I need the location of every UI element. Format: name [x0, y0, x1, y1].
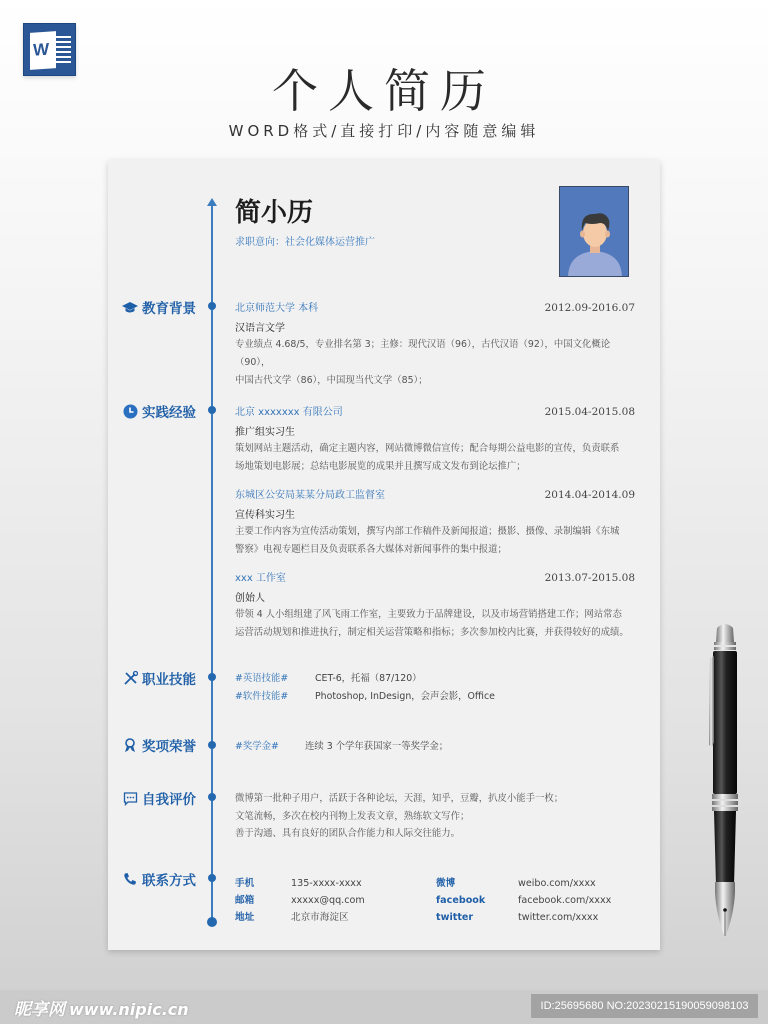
section-title: 自我评价: [142, 792, 196, 808]
skill-value: Photoshop, InDesign，会声会影，Office: [315, 691, 495, 702]
section-contact-label: [122, 869, 196, 889]
section-education-label: [122, 297, 196, 317]
timeline-end-dot: [207, 917, 217, 927]
award-value: 连续 3 个学年获国家一等奖学金；: [305, 741, 449, 752]
contact-row: [235, 909, 615, 926]
section-title: 联系方式: [142, 873, 196, 889]
contact-value: 135-xxxx-xxxx: [291, 878, 362, 889]
skill-tag: #英语技能#: [235, 673, 289, 684]
award-ribbon-icon: [122, 737, 138, 753]
timeline-dot: [208, 793, 216, 801]
contact-value: facebook.com/xxxx: [518, 895, 612, 906]
experience-desc: 带领 4 人小组组建了风飞雨工作室，主要致力于品牌建设，以及市场营销搭建工作；网站常态 运营活动规划和推进执行，制定相关运营策略和指标；多次参加校内比赛，并获得较好的成绩。: [235, 609, 629, 638]
chat-bubble-icon: [122, 790, 138, 806]
job-role: 推广组实习生: [235, 427, 295, 438]
experience-date: 2014.04-2014.09: [544, 489, 635, 501]
job-intent: 求职意向：社会化媒体运营推广: [235, 237, 375, 248]
clock-icon: [122, 403, 138, 419]
timeline-line: [211, 204, 213, 922]
company-name: 北京 xxxxxxx 有限公司: [235, 407, 343, 418]
contact-label: twitter: [436, 912, 474, 923]
candidate-name: 简小历: [235, 198, 314, 228]
section-title: 职业技能: [142, 672, 196, 688]
watermark-brand: [14, 995, 189, 1020]
award-row: [235, 738, 635, 756]
skill-row: [235, 688, 635, 706]
section-self-eval-label: [122, 788, 196, 808]
graduation-cap-icon: [122, 299, 138, 315]
avatar-icon: [560, 187, 629, 277]
experience-entry: [235, 486, 635, 559]
word-letter: W: [33, 39, 50, 60]
experience-desc: 策划网站主题活动，确定主题内容，网站微博微信宣传；配合每期公益电影的宣传，负责联系 场地策划电影展；总结电影展览的成果并且撰写成文发布到论坛推广；: [235, 443, 620, 472]
contact-row: [235, 875, 615, 892]
timeline-dot: [208, 741, 216, 749]
contact-value: xxxxx@qq.com: [291, 895, 365, 906]
page-title: 个人简历: [272, 64, 496, 118]
contact-label: facebook: [436, 895, 486, 906]
timeline-dot: [208, 302, 216, 310]
section-title: 实践经验: [142, 405, 196, 421]
company-name: xxx 工作室: [235, 573, 286, 584]
timeline-dot: [208, 673, 216, 681]
contact-label: 地址: [235, 912, 255, 923]
experience-desc: 主要工作内容为宣传活动策划，撰写内部工作稿件及新闻报道；摄影、摄像、录制编辑《东城 警察》电视专题栏目及负责联系各大媒体对新闻事件的集中报道；: [235, 526, 620, 555]
fountain-pen-icon: [700, 620, 750, 945]
contact-value: 北京市海淀区: [291, 912, 349, 923]
contact-label: 邮箱: [235, 895, 255, 906]
job-role: 宣传科实习生: [235, 510, 295, 521]
major: 汉语言文学: [235, 323, 285, 334]
experience-date: 2015.04-2015.08: [544, 406, 635, 418]
avatar: [559, 186, 629, 277]
education-desc: 专业绩点 4.68/5，专业排名第 3；主修：现代汉语（96），古代汉语（92），中国文化概论（90）， 中国古代文学（86），中国现当代文学（85）；: [235, 339, 611, 386]
timeline-dot: [208, 406, 216, 414]
education-entry: [235, 299, 635, 390]
section-title: 奖项荣誉: [142, 739, 196, 755]
contact-value: weibo.com/xxxx: [518, 878, 596, 889]
skills-list: [235, 670, 635, 706]
watermark-brand-text: 昵享网: [14, 1000, 65, 1020]
experience-entry: [235, 569, 635, 642]
job-role: 创始人: [235, 593, 265, 604]
company-name: 东城区公安局某某分局政工监督室: [235, 490, 385, 501]
contact-label: 微博: [436, 878, 456, 889]
timeline-dot: [208, 874, 216, 882]
contact-value: twitter.com/xxxx: [518, 912, 599, 923]
skill-value: CET-6，托福（87/120）: [315, 673, 422, 684]
phone-icon: [122, 871, 138, 887]
resume-paper: [108, 160, 660, 950]
section-skills-label: [122, 668, 196, 688]
watermark-id: ID:25695680 NO:20230215190059098103: [531, 994, 758, 1018]
awards-list: [235, 738, 635, 756]
education-date: 2012.09-2016.07: [544, 302, 635, 314]
contact-row: [235, 892, 615, 909]
award-tag: #奖学金#: [235, 741, 279, 752]
experience-entry: [235, 403, 635, 476]
section-experience-label: [122, 401, 196, 421]
watermark-url: www.nipic.cn: [69, 1000, 189, 1019]
contact-table: [235, 875, 615, 926]
tools-icon: [122, 670, 138, 686]
skill-tag: #软件技能#: [235, 691, 289, 702]
section-title: 教育背景: [142, 301, 196, 317]
experience-date: 2013.07-2015.08: [544, 572, 635, 584]
contact-label: 手机: [235, 878, 255, 889]
self-eval-text: 微博第一批种子用户，活跃于各种论坛，天涯，知乎，豆瓣，扒皮小能手一枚； 文笔流畅，多次在校内刊物上发表文章，熟练软文写作； 善于沟通、具有良好的团队合作能力和人际交往能力。: [235, 793, 564, 839]
school-name: 北京师范大学 本科: [235, 303, 319, 314]
page-subtitle: WORD格式/直接打印/内容随意编辑: [228, 122, 540, 140]
skill-row: [235, 670, 635, 688]
section-awards-label: [122, 735, 196, 755]
